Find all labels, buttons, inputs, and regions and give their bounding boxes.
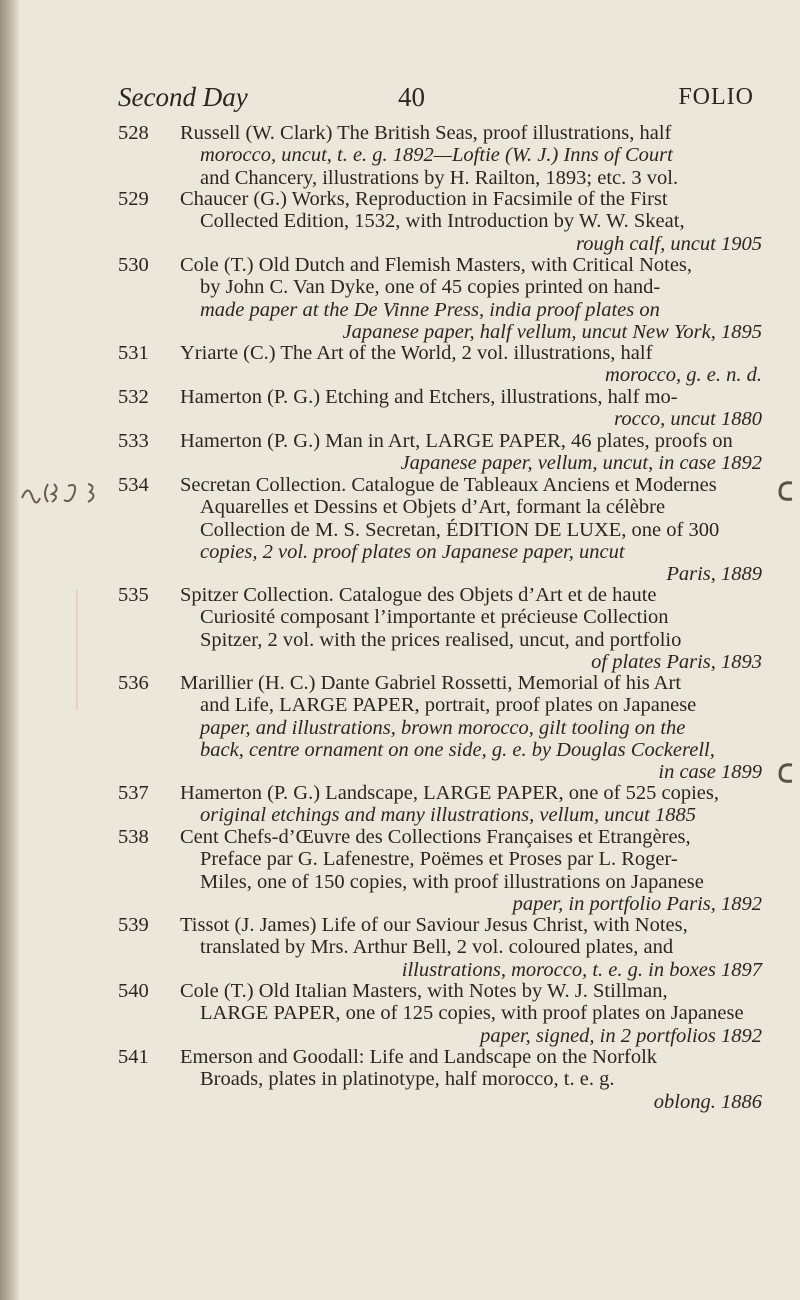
lot-line: Spitzer Collection. Catalogue des Objets d’Art et de haute (180, 584, 657, 606)
book-spine-shadow (0, 0, 20, 1300)
margin-stain (76, 590, 78, 710)
handwritten-marks-icon (18, 478, 108, 506)
lot-line: Secretan Collection. Catalogue de Tableaux Anciens et Modernes (180, 474, 717, 496)
catalogue-lot (118, 342, 762, 387)
lot-number: 540 (118, 980, 149, 1002)
lot-number: 531 (118, 342, 149, 364)
catalogue-lot (118, 122, 762, 189)
lot-line: Broads, plates in platinotype, half morocco, t. e. g. (200, 1068, 615, 1091)
lot-line: Chaucer (G.) Works, Reproduction in Facsimile of the First (180, 188, 668, 210)
lot-line: morocco, g. e. n. d. (605, 364, 762, 387)
lot-line: Tissot (J. James) Life of our Saviour Jesus Christ, with Notes, (180, 914, 688, 936)
lot-line: oblong. 1886 (653, 1090, 762, 1113)
lot-line: paper, in portfolio Paris, 1892 (512, 892, 762, 915)
handwritten-c-mark-icon (776, 478, 796, 504)
lot-line: Yriarte (C.) The Art of the World, 2 vol. illustrations, half (180, 342, 653, 364)
lot-line: Cole (T.) Old Italian Masters, with Notes by W. J. Stillman, (180, 980, 668, 1002)
catalogue-lot (118, 826, 762, 915)
catalogue-lot (118, 430, 762, 475)
lot-line: translated by Mrs. Arthur Bell, 2 vol. coloured plates, and (200, 936, 674, 959)
lot-number: 532 (118, 386, 149, 408)
page-header (118, 82, 754, 118)
lot-number: 533 (118, 430, 149, 452)
lot-line: copies, 2 vol. proof plates on Japanese paper, uncut (200, 540, 625, 563)
lot-line: Emerson and Goodall: Life and Landscape on the Norfolk (180, 1046, 658, 1068)
lot-line: Marillier (H. C.) Dante Gabriel Rossetti, Memorial of his Art (180, 672, 682, 694)
lot-line: paper, signed, in 2 portfolios 1892 (480, 1024, 762, 1047)
catalogue-lot (118, 188, 762, 255)
lot-line: Collected Edition, 1532, with Introduction by W. W. Skeat, (200, 210, 685, 233)
lot-line: Japanese paper, half vellum, uncut New York, 1895 (342, 320, 762, 343)
lot-line: Aquarelles et Dessins et Objets d’Art, formant la célèbre (200, 496, 666, 519)
handwritten-c-mark-icon (776, 760, 796, 786)
lot-line: original etchings and many illustrations, vellum, uncut 1885 (200, 804, 696, 827)
catalogue-lot (118, 980, 762, 1047)
lot-line: rocco, uncut 1880 (614, 408, 762, 431)
lot-number: 528 (118, 122, 149, 144)
catalogue-lot (118, 1046, 762, 1113)
lot-line: made paper at the De Vinne Press, india proof plates on (200, 298, 660, 321)
lot-line: Japanese paper, vellum, uncut, in case 1892 (400, 452, 762, 475)
format-label: FOLIO (678, 84, 754, 110)
lot-number: 538 (118, 826, 149, 848)
catalogue-lot (118, 386, 762, 431)
lot-number: 541 (118, 1046, 149, 1068)
lot-line: Curiosité composant l’importante et précieuse Collection (200, 606, 669, 629)
page-number: 40 (398, 82, 425, 112)
lot-line: illustrations, morocco, t. e. g. in boxes 1897 (401, 958, 762, 981)
lot-line: Miles, one of 150 copies, with proof illustrations on Japanese (200, 870, 704, 893)
lot-line: and Chancery, illustrations by H. Railton, 1893; etc. 3 vol. (200, 166, 679, 189)
catalogue-lot (118, 254, 762, 343)
lot-line: Hamerton (P. G.) Landscape, LARGE PAPER, one of 525 copies, (180, 782, 719, 804)
catalogue-lot (118, 672, 762, 783)
lot-line: Collection de M. S. Secretan, ÉDITION DE LUXE, one of 300 (200, 518, 720, 541)
lot-line: of plates Paris, 1893 (591, 650, 762, 673)
lot-line: back, centre ornament on one side, g. e. by Douglas Cockerell, (200, 738, 715, 761)
lot-line: Preface par G. Lafenestre, Poëmes et Proses par L. Roger- (200, 848, 678, 871)
lot-line: rough calf, uncut 1905 (575, 232, 762, 255)
lot-number: 534 (118, 474, 149, 496)
lot-line: by John C. Van Dyke, one of 45 copies printed on hand- (200, 276, 661, 299)
lot-line: paper, and illustrations, brown morocco, gilt tooling on the (200, 716, 686, 739)
lot-number: 537 (118, 782, 149, 804)
lot-line: in case 1899 (658, 761, 762, 784)
lot-line: Paris, 1889 (666, 563, 762, 586)
catalogue-lot (118, 584, 762, 673)
lot-line: Hamerton (P. G.) Etching and Etchers, illustrations, half mo- (180, 386, 678, 408)
lot-number: 535 (118, 584, 149, 606)
catalogue-lot (118, 914, 762, 981)
lot-number: 529 (118, 188, 149, 210)
section-title: Second Day (118, 82, 248, 112)
lot-number: 536 (118, 672, 149, 694)
lot-line: morocco, uncut, t. e. g. 1892—Loftie (W. J.) Inns of Court (200, 144, 673, 167)
lot-line: and Life, LARGE PAPER, portrait, proof plates on Japanese (200, 694, 697, 717)
lot-line: Russell (W. Clark) The British Seas, proof illustrations, half (180, 122, 672, 144)
lot-line: Hamerton (P. G.) Man in Art, LARGE PAPER, 46 plates, proofs on (180, 430, 733, 452)
lot-line: LARGE PAPER, one of 125 copies, with proof plates on Japanese (200, 1002, 744, 1025)
lot-line: Spitzer, 2 vol. with the prices realised, uncut, and portfolio (200, 628, 682, 651)
catalogue-lot (118, 474, 762, 585)
lot-line: Cole (T.) Old Dutch and Flemish Masters, with Critical Notes, (180, 254, 693, 276)
catalogue-lot (118, 782, 762, 827)
lot-line: Cent Chefs-d’Œuvre des Collections Françaises et Etrangères, (180, 826, 691, 848)
lot-number: 530 (118, 254, 149, 276)
lot-number: 539 (118, 914, 149, 936)
